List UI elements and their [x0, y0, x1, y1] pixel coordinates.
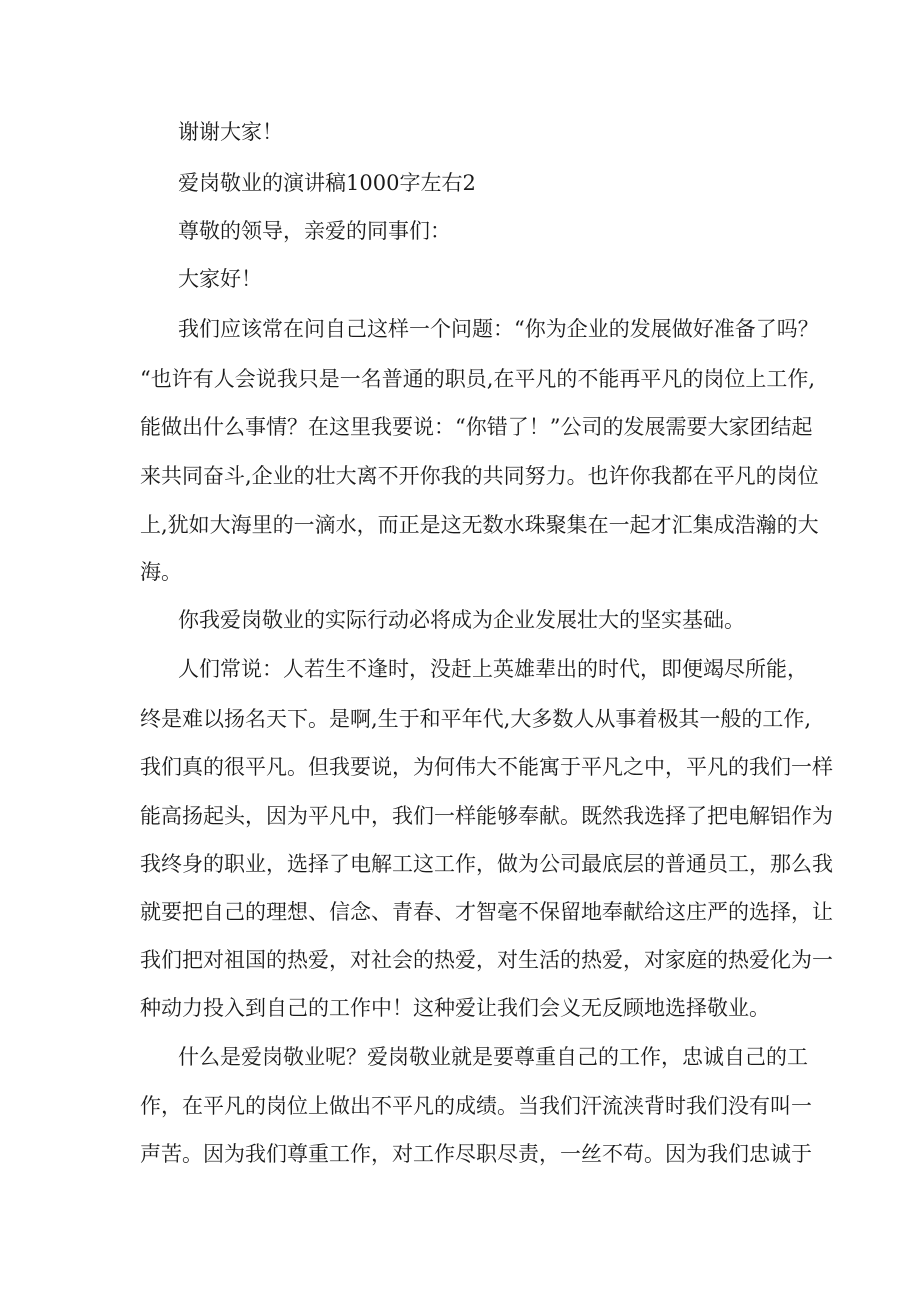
paragraph-3-line-7: 我们把对祖国的热爱，对社会的热爱，对生活的热爱，对家庭的热爱化为一	[140, 948, 833, 972]
paragraph-1-line-2: “也许有人会说我只是一名普通的职员,在平凡的不能再平凡的岗位上工作,	[140, 367, 816, 391]
paragraph-3-line-8: 种动力投入到自己的工作中！这种爱让我们会义无反顾地选择敬业。	[140, 996, 770, 1020]
paragraph-1-line-3: 能做出什么事情？在这里我要说：“你错了！”公司的发展需要大家团结起	[140, 415, 813, 439]
paragraph-1-line-1: 我们应该常在问自己这样一个问题：“你为企业的发展做好准备了吗？	[178, 317, 819, 341]
salutation: 尊敬的领导，亲爱的同事们：	[178, 219, 451, 243]
paragraph-4-line-2: 作，在平凡的岗位上做出不平凡的成绩。当我们汗流浃背时我们没有叫一	[140, 1094, 812, 1118]
paragraph-3-line-4: 能高扬起头，因为平凡中，我们一样能够奉献。既然我选择了把电解铝作为	[140, 804, 833, 828]
paragraph-1-line-5: 上,犹如大海里的一滴水，而正是这无数水珠聚集在一起才汇集成浩瀚的大	[140, 513, 819, 537]
paragraph-3-line-3: 我们真的很平凡。但我要说，为何伟大不能寓于平凡之中，平凡的我们一样	[140, 755, 833, 779]
section-title: 爱岗敬业的演讲稿1000字左右2	[178, 171, 476, 195]
closing-line: 谢谢大家！	[178, 120, 283, 144]
paragraph-2-line-1: 你我爱岗敬业的实际行动必将成为企业发展壮大的坚实基础。	[178, 608, 745, 632]
paragraph-3-line-2: 终是难以扬名天下。是啊,生于和平年代,大多数人从事着极其一般的工作,	[140, 707, 812, 731]
paragraph-1-line-4: 来共同奋斗,企业的壮大离不开你我的共同努力。也许你我都在平凡的岗位	[140, 464, 819, 488]
paragraph-1-line-6: 海。	[140, 560, 182, 584]
greeting: 大家好！	[178, 267, 262, 291]
paragraph-3-line-6: 就要把自己的理想、信念、青春、才智毫不保留地奉献给这庄严的选择，让	[140, 900, 833, 924]
paragraph-3-line-5: 我终身的职业，选择了电解工这工作，做为公司最底层的普通员工，那么我	[140, 852, 833, 876]
paragraph-3-line-1: 人们常说：人若生不逢时，没赶上英雄辈出的时代，即便竭尽所能，	[178, 657, 808, 681]
paragraph-4-line-1: 什么是爱岗敬业呢？爱岗敬业就是要尊重自己的工作，忠诚自己的工	[178, 1045, 808, 1069]
paragraph-4-line-3: 声苦。因为我们尊重工作，对工作尽职尽责，一丝不苟。因为我们忠诚于	[140, 1142, 812, 1166]
